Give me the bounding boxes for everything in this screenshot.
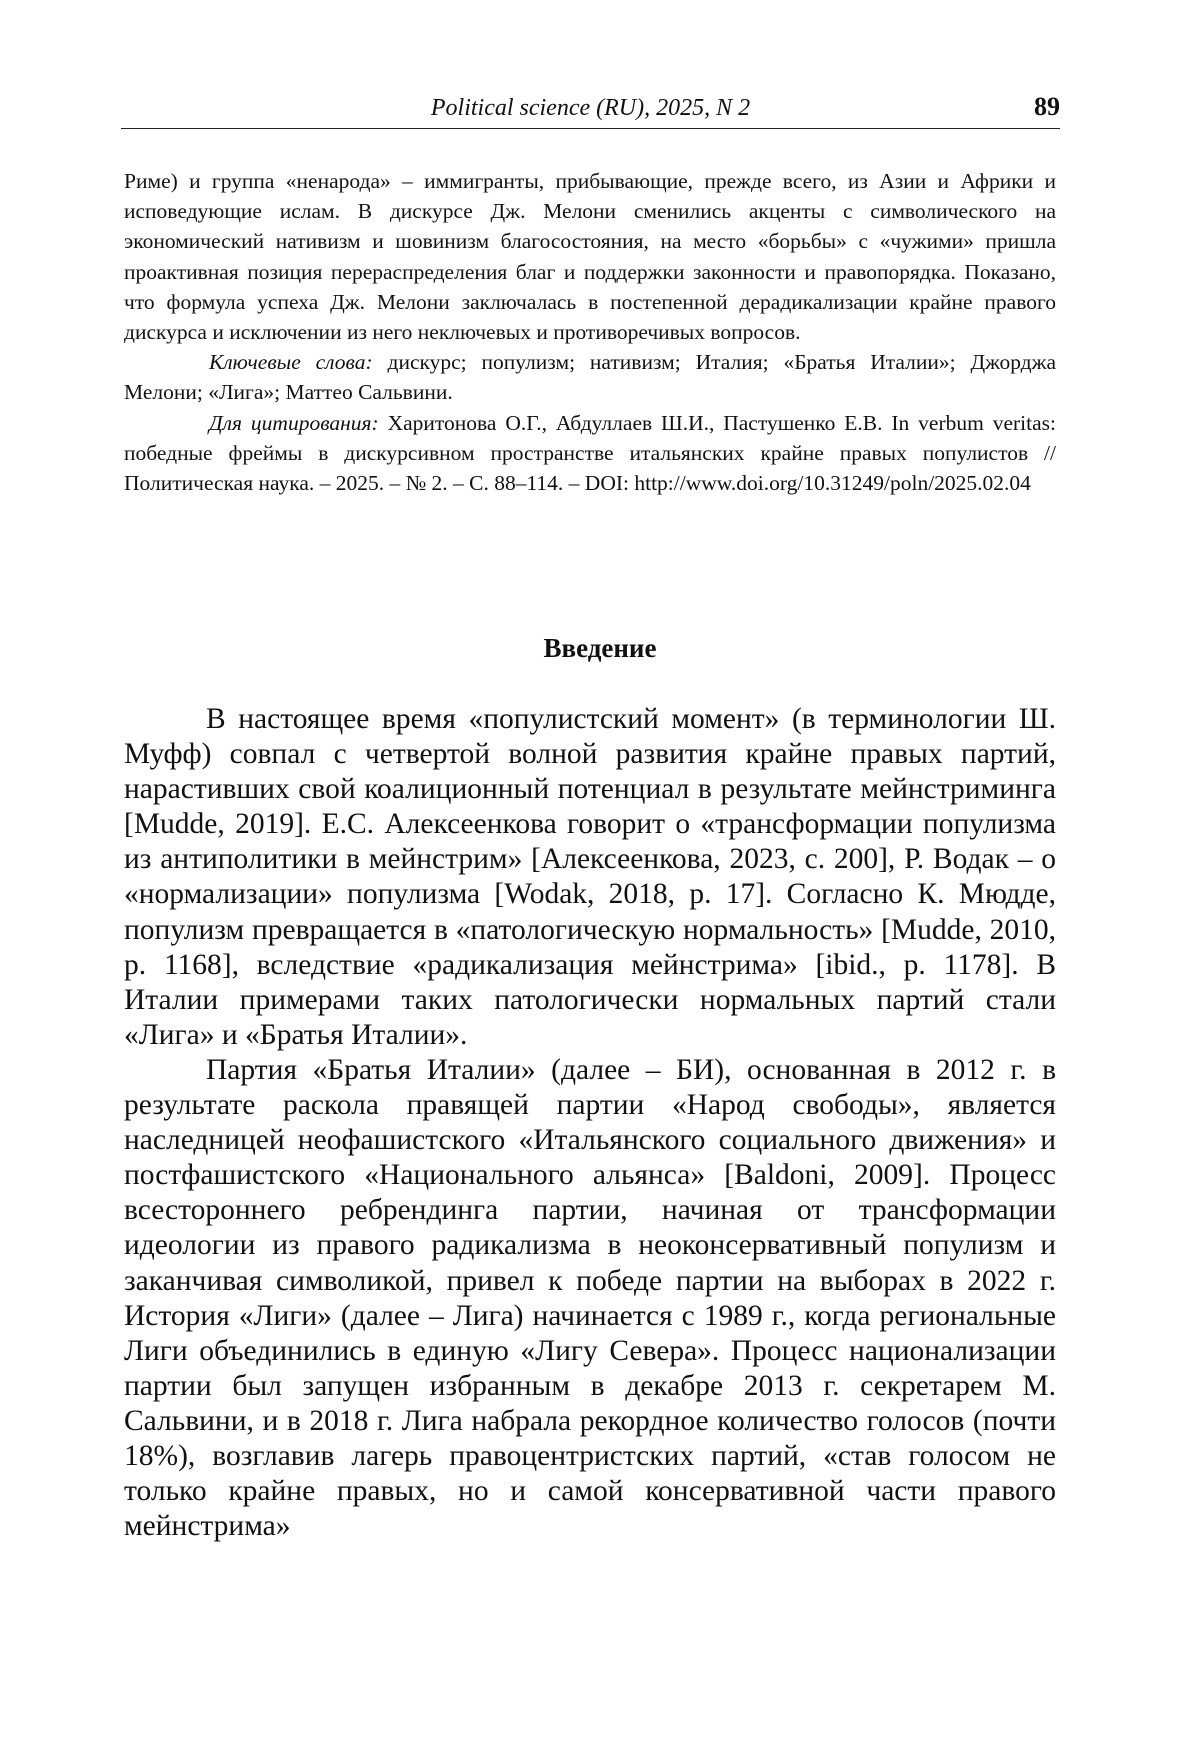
section-heading: Введение bbox=[543, 633, 657, 663]
citation-text: Харитонова О.Г., Абдуллаев Ш.И., Пастушенко Е.В. In verbum veritas: победные фреймы в дискурсивном пространстве итальянских крайне правых популистов // Политическая наука. – 2025. – № 2. – С. 88–114. – DOI: http://www.doi.org/10.31249/poln/2025.02.04 bbox=[124, 410, 1056, 496]
keywords-text: дискурс; популизм; нативизм; Италия; «Братья Италии»; Джорджа Мелони; «Лига»; Маттео Сальвини. bbox=[124, 350, 1056, 405]
journal-title: Political science (RU), 2025, N 2 bbox=[430, 95, 751, 121]
keywords-line bbox=[124, 347, 1056, 407]
page-number: 89 bbox=[1034, 92, 1060, 121]
paragraph: В настоящее время «популистский момент» (в терминологии Ш. Муфф) совпал с четвертой волной развития крайне правых партий, нарастивших свой коалиционный потенциал в результате мейнстриминга [Mudde, 2019]. Е.С. Алексеенкова говорит о «трансформации популизма из антиполитики в мейнстрим» [Алексеенкова, 2023, с. 200], Р. Водак – о «нормализации» популизма [Wodak, 2018, p. 17]. Согласно К. Мюдде, популизм превращается в «патологическую нормальность» [Mudde, 2010, p. 1168], вследствие «радикализация мейнстрима» [ibid., p. 1178]. В Италии примерами таких патологически нормальных партий стали «Лига» и «Братья Италии». bbox=[124, 703, 1056, 1051]
abstract-block bbox=[124, 166, 1056, 498]
citation-line bbox=[124, 408, 1056, 499]
body-text bbox=[124, 702, 1056, 1544]
citation-label: Для цитирования: bbox=[209, 410, 379, 435]
running-header bbox=[121, 90, 1060, 129]
abstract-text: Риме) и группа «ненарода» – иммигранты, прибывающие, прежде всего, из Азии и Африки и исповедующие ислам. В дискурсе Дж. Мелони сменились акценты с символического на экономический нативизм и шовинизм благосостояния, на место «борьбы» с «чужими» пришла проактивная позиция перераспределения благ и поддержки законности и правопорядка. Показано, что формула успеха Дж. Мелони заключалась в постепенной дерадикализации крайне правого дискурса и исключении из него неключевых и противоречивых вопросов. bbox=[124, 169, 1056, 345]
paragraph: Партия «Братья Италии» (далее – БИ), основанная в 2012 г. в результате раскола правящей партии «Народ свободы», является наследницей неофашистского «Итальянского социального движения» и постфашистского «Национального альянса» [Baldoni, 2009]. Процесс всестороннего ребрендинга партии, начиная от трансформации идеологии из правого радикализма в неоконсервативный популизм и заканчивая символикой, привел к победе партии на выборах в 2022 г. История «Лиги» (далее – Лига) начинается с 1989 г., когда региональные Лиги объединились в единую «Лигу Севера». Процесс национализации партии был запущен избранным в декабре 2013 г. секретарем М. Сальвини, и в 2018 г. Лига набрала рекордное количество голосов (почти 18%), возглавив лагерь правоцентристских партий, «став голосом не только крайне правых, но и самой консервативной части правого мейнстрима» bbox=[124, 1053, 1056, 1543]
keywords-label: Ключевые слова: bbox=[209, 350, 373, 375]
